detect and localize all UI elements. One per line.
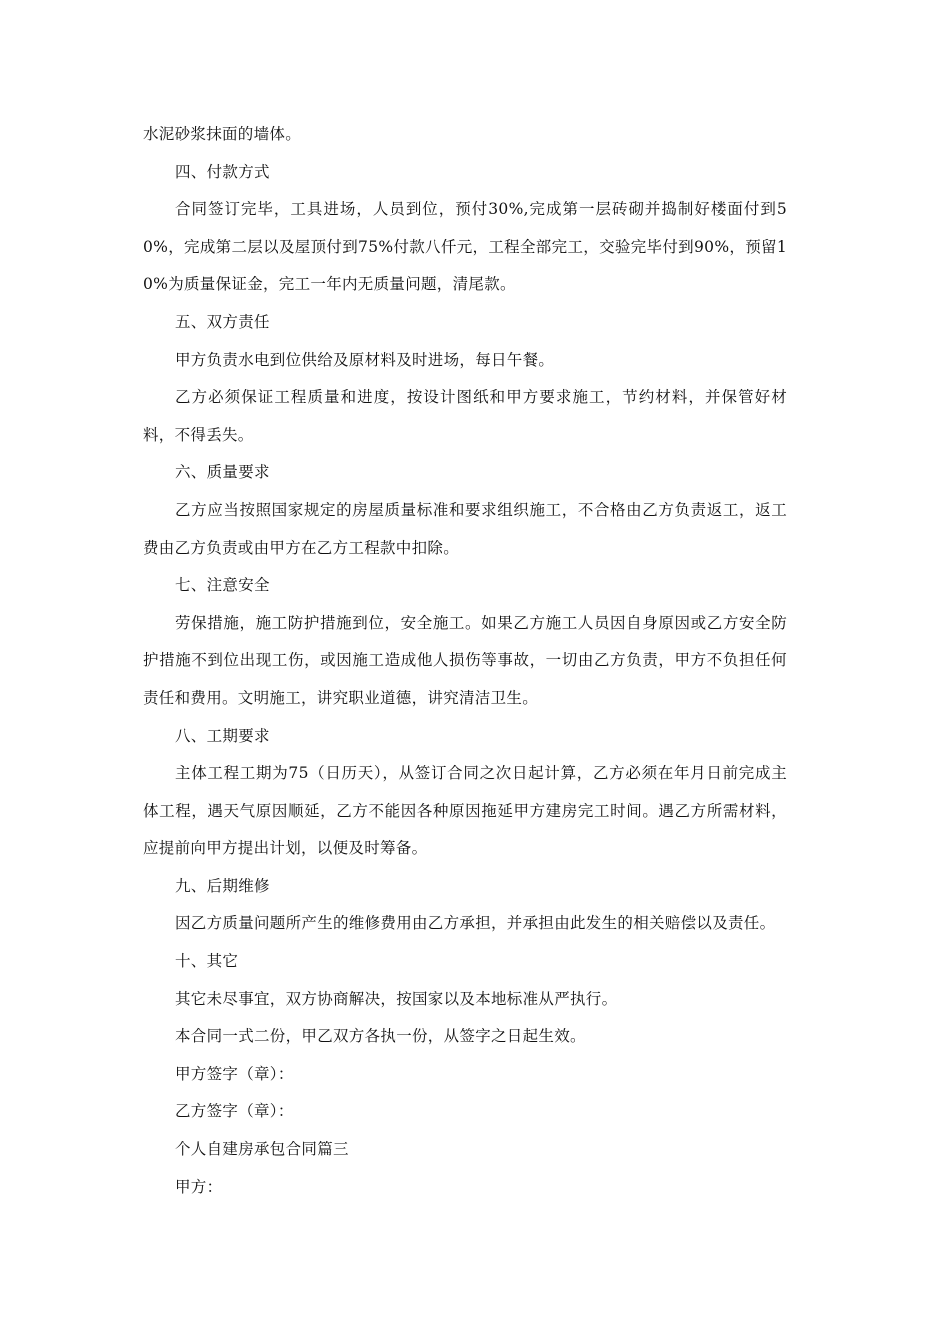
paragraph: 五、双方责任 [175,312,270,331]
paragraph: 本合同一式二份，甲乙双方各执一份，从签字之日起生效。 [175,1027,586,1046]
paragraph: 乙方应当按照国家规定的房屋质量标准和要求组织施工，不合格由乙方负责返工，返工费由乙方负责或由甲方在乙方工程款中扣除。 [143,500,787,557]
paragraph: 因乙方质量问题所产生的维修费用由乙方承担，并承担由此发生的相关赔偿以及责任。 [175,914,776,933]
paragraph: 主体工程工期为75（日历天），从签订合同之次日起计算，乙方必须在年月日前完成主体工程，遇天气原因顺延，乙方不能因各种原因拖延甲方建房完工时间。遇乙方所需材料，应提前向甲方提出计划，以便及时筹备。 [143,764,787,858]
document-body [143,116,787,1206]
paragraph: 七、注意安全 [175,576,270,595]
paragraph: 乙方必须保证工程质量和进度，按设计图纸和甲方要求施工，节约材料，并保管好材料，不得丢失。 [143,388,787,444]
paragraph: 甲方： [175,1177,223,1196]
paragraph: 劳保措施，施工防护措施到位，安全施工。如果乙方施工人员因自身原因或乙方安全防护措施不到位出现工伤，或因施工造成他人损伤等事故，一切由乙方负责，甲方不负担任何责任和费用。文明施工，讲究职业道德，讲究清洁卫生。 [143,613,787,707]
paragraph: 其它未尽事宜，双方协商解决，按国家以及本地标准从严执行。 [175,989,618,1008]
paragraph: 合同签订完毕，工具进场，人员到位，预付30%,完成第一层砖砌并捣制好楼面付到50%，完成第二层以及屋顶付到75%付款八仟元，工程全部完工，交验完毕付到90%，预留10%为质量保证金，完工一年内无质量问题，清尾款。 [143,200,787,294]
paragraph: 甲方负责水电到位供给及原材料及时进场，每日午餐。 [175,350,555,369]
paragraph: 十、其它 [175,952,239,971]
paragraph: 水泥砂浆抹面的墙体。 [143,125,302,143]
paragraph: 六、质量要求 [175,463,270,482]
paragraph: 四、付款方式 [175,162,270,181]
paragraph: 乙方签字（章）： [175,1102,294,1121]
paragraph: 八、工期要求 [175,726,270,745]
paragraph: 个人自建房承包合同篇三 [175,1140,349,1159]
paragraph: 甲方签字（章）： [175,1064,294,1083]
paragraph: 九、后期维修 [175,876,270,895]
